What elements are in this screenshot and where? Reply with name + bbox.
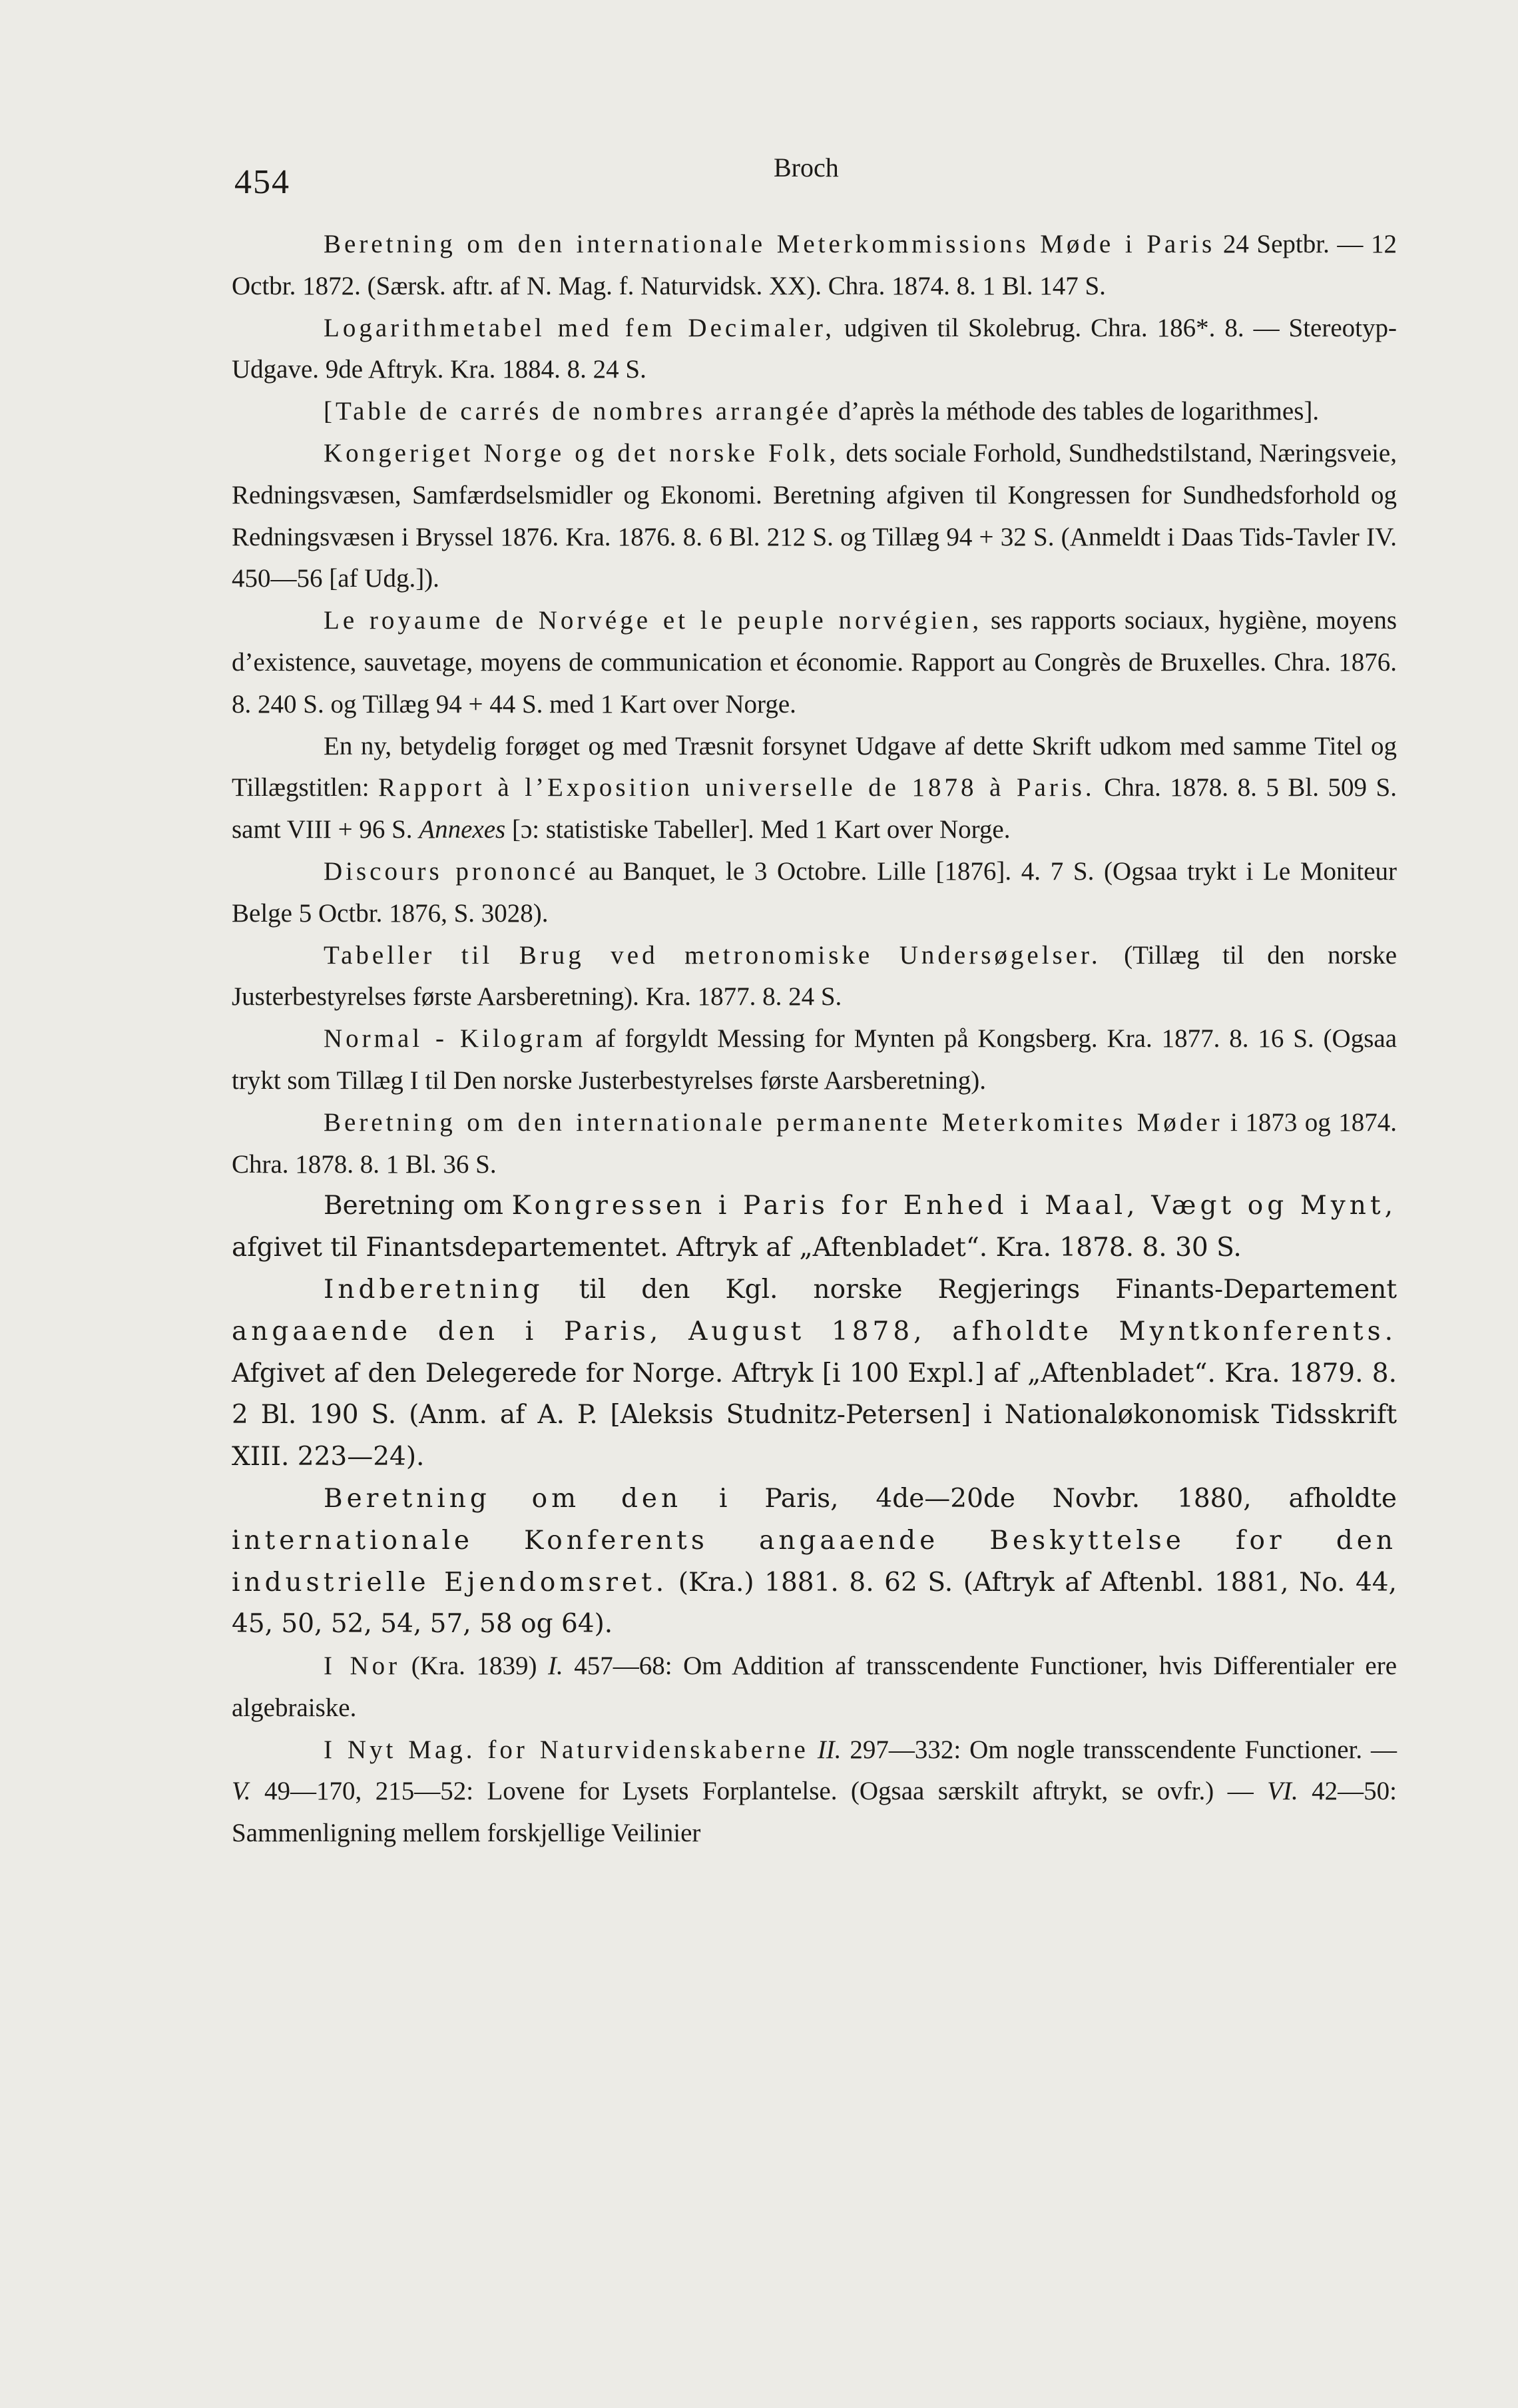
entry-details: 457—68: Om Addition af transscendente Functioner, hvis Differentialer ere algebraiske. xyxy=(232,1652,1397,1722)
entry-title: Tabeller til Brug ved metronomiske Undersøgelser. xyxy=(324,940,1101,970)
entry-italic: II. xyxy=(817,1735,842,1764)
entry-details: En ny, betydelig forøget og med Træsnit forsynet Udgave af dette Skrift udkom med samme Titel og Tillægstitlen: xyxy=(232,731,1397,802)
entry-indberetning xyxy=(232,1269,1397,1478)
entry-details: 49—170, 215—52: Lovene for Lysets Forplantelse. (Ogsaa særskilt aftrykt, se ovfr.) — xyxy=(250,1777,1268,1806)
entry-title: internationale Konferents angaaende Beskyttelse for den industrielle Ejendomsret. xyxy=(232,1525,1397,1598)
entry-title: Beretning om den xyxy=(324,1483,682,1514)
entry-table-de-carres xyxy=(232,391,1397,433)
entry-details xyxy=(809,1735,818,1764)
entry-details: d’après la méthode des tables de logarithmes]. xyxy=(832,397,1320,426)
page-header xyxy=(232,152,1397,205)
bibliography-text xyxy=(232,224,1397,1855)
entry-title: Discours prononcé xyxy=(324,856,579,886)
entry-title: Normal - Kilogram xyxy=(324,1024,587,1054)
entry-details: i 1873 og 1874. Chra. 1878. 8. 1 Bl. 36 S. xyxy=(232,1107,1397,1179)
entry-konferents-ejendomsret xyxy=(232,1478,1397,1646)
entry-details: (Kra.) 1881. 8. 62 S. (Aftryk af Aftenbl. 1881, No. 44, 45, 50, 52, 54, 57, 58 og 64). xyxy=(232,1567,1397,1640)
entry-details: 297—332: Om nogle transscendente Functioner. — xyxy=(841,1735,1397,1764)
entry-details: dets sociale Forhold, Sundhedstilstand, Næringsveie, Redningsvæsen, Samfærdselsmidler og Ekonomi. Beretning afgiven til Kongressen for Sundhedsforhold og Redningsvæsen i Bryssel 1876. Kra. 1876. 8. 6 Bl. 212 S. og Tillæg 94 + 32 S. (Anmeldt i Daas Tids-Tavler IV. 450—56 [af Udg.]). xyxy=(232,438,1397,593)
entry-italic: I. xyxy=(547,1652,563,1681)
entry-logarithmetabel xyxy=(232,308,1397,392)
entry-kongeriget-norge xyxy=(232,433,1397,600)
entry-details: Afgivet af den Delegerede for Norge. Aftryk [i 100 Expl.] af „Aftenbladet“. Kra. 1879. 8. 2 Bl. 190 S. (Anm. af A. P. [Aleksis Studnitz-Petersen] i Nationaløkonomisk Tidsskrift XIII. 223—24). xyxy=(232,1358,1397,1472)
entry-title: Le royaume de Norvége et le peuple norvégien, xyxy=(324,606,983,635)
page-number: 454 xyxy=(234,163,290,201)
entry-meterkomites xyxy=(232,1102,1397,1186)
entry-title: I Nyt Mag. for Naturvidenskaberne xyxy=(324,1735,809,1764)
entry-details: af forgyldt Messing for Mynten på Kongsberg. Kra. 1877. 8. 16 S. (Ogsaa trykt som Tillæg I til Den norske Justerbestyrelses første Aarsberetning). xyxy=(232,1024,1397,1095)
entry-royaume-de-norvege xyxy=(232,600,1397,725)
entry-details: til den Kgl. norske Regjerings Finants-Departement xyxy=(543,1274,1397,1305)
entry-title: Rapport à l’Exposition universelle de 1878 à Paris. xyxy=(378,773,1095,802)
entry-details: au Banquet, le 3 Octobre. Lille [1876]. 4. 7 S. (Ogsaa trykt i Le Moniteur Belge 5 Octbr. 1876, S. 3028). xyxy=(232,856,1397,928)
entry-details: i Paris, 4de—20de Novbr. 1880, afholdte xyxy=(682,1483,1397,1514)
entry-discours xyxy=(232,851,1397,935)
entry-tabeller xyxy=(232,935,1397,1019)
entry-details: [ɔ: statistiske Tabeller]. Med 1 Kart over Norge. xyxy=(505,815,1011,844)
entry-normal-kilogram xyxy=(232,1018,1397,1102)
entry-title: [Table de carrés de nombres arrangée xyxy=(324,397,832,426)
entry-details: (Tillæg til den norske Justerbestyrelses første Aarsberetning). Kra. 1877. 8. 24 S. xyxy=(232,940,1397,1012)
entry-title: Kongeriget Norge og det norske Folk, xyxy=(324,438,840,467)
entry-details: Chra. 1878. 8. 5 Bl. 509 S. samt VIII + 96 S. xyxy=(232,773,1397,844)
entry-details: udgiven til Skolebrug. Chra. 186*. 8. — Stereotyp-Udgave. 9de Aftryk. Kra. 1884. 8. 24 S. xyxy=(232,313,1397,384)
entry-italic: Annexes xyxy=(419,815,506,844)
entry-title: Logarithmetabel med fem Decimaler, xyxy=(324,313,835,342)
entry-title: I Nor xyxy=(324,1652,401,1681)
entry-kongressen-paris xyxy=(232,1185,1397,1269)
entry-details: Beretning om xyxy=(324,1191,512,1221)
entry-nyt-mag xyxy=(232,1729,1397,1855)
entry-details: 42—50: Sammenligning mellem forskjellige Veilinier xyxy=(232,1777,1397,1848)
entry-details: (Kra. 1839) xyxy=(400,1652,548,1681)
entry-title: Kongressen i Paris for Enhed i Maal, Vægt og Mynt, xyxy=(511,1191,1397,1221)
entry-title: Indberetning xyxy=(324,1274,544,1305)
entry-title: angaaende den i Paris, August 1878, afholdte Myntkonferents. xyxy=(232,1316,1397,1347)
entry-title: Beretning om den internationale permanente Meterkomites Møder xyxy=(324,1107,1223,1137)
entry-meterkommission xyxy=(232,224,1397,308)
entry-title: Beretning om den internationale Meterkommissions Møde i Paris xyxy=(324,230,1216,258)
entry-italic: V. xyxy=(232,1777,251,1806)
entry-details: ses rapports sociaux, hygiène, moyens d’existence, sauvetage, moyens de communication et économie. Rapport au Congrès de Bruxelles. Chra. 1876. 8. 240 S. og Tillæg 94 + 44 S. med 1 Kart over Norge. xyxy=(232,606,1397,719)
entry-exposition-universelle xyxy=(232,726,1397,851)
entry-details: 24 Septbr. — 12 Octbr. 1872. (Særsk. aftr. af N. Mag. f. Naturvidsk. XX). Chra. 1874. 8. 1 Bl. 147 S. xyxy=(232,230,1397,300)
entry-details: afgivet til Finantsdepartementet. Aftryk af „Aftenbladet“. Kra. 1878. 8. 30 S. xyxy=(232,1233,1242,1263)
running-head: Broch xyxy=(774,152,839,182)
entry-i-nor xyxy=(232,1646,1397,1729)
entry-italic: VI. xyxy=(1267,1777,1298,1806)
